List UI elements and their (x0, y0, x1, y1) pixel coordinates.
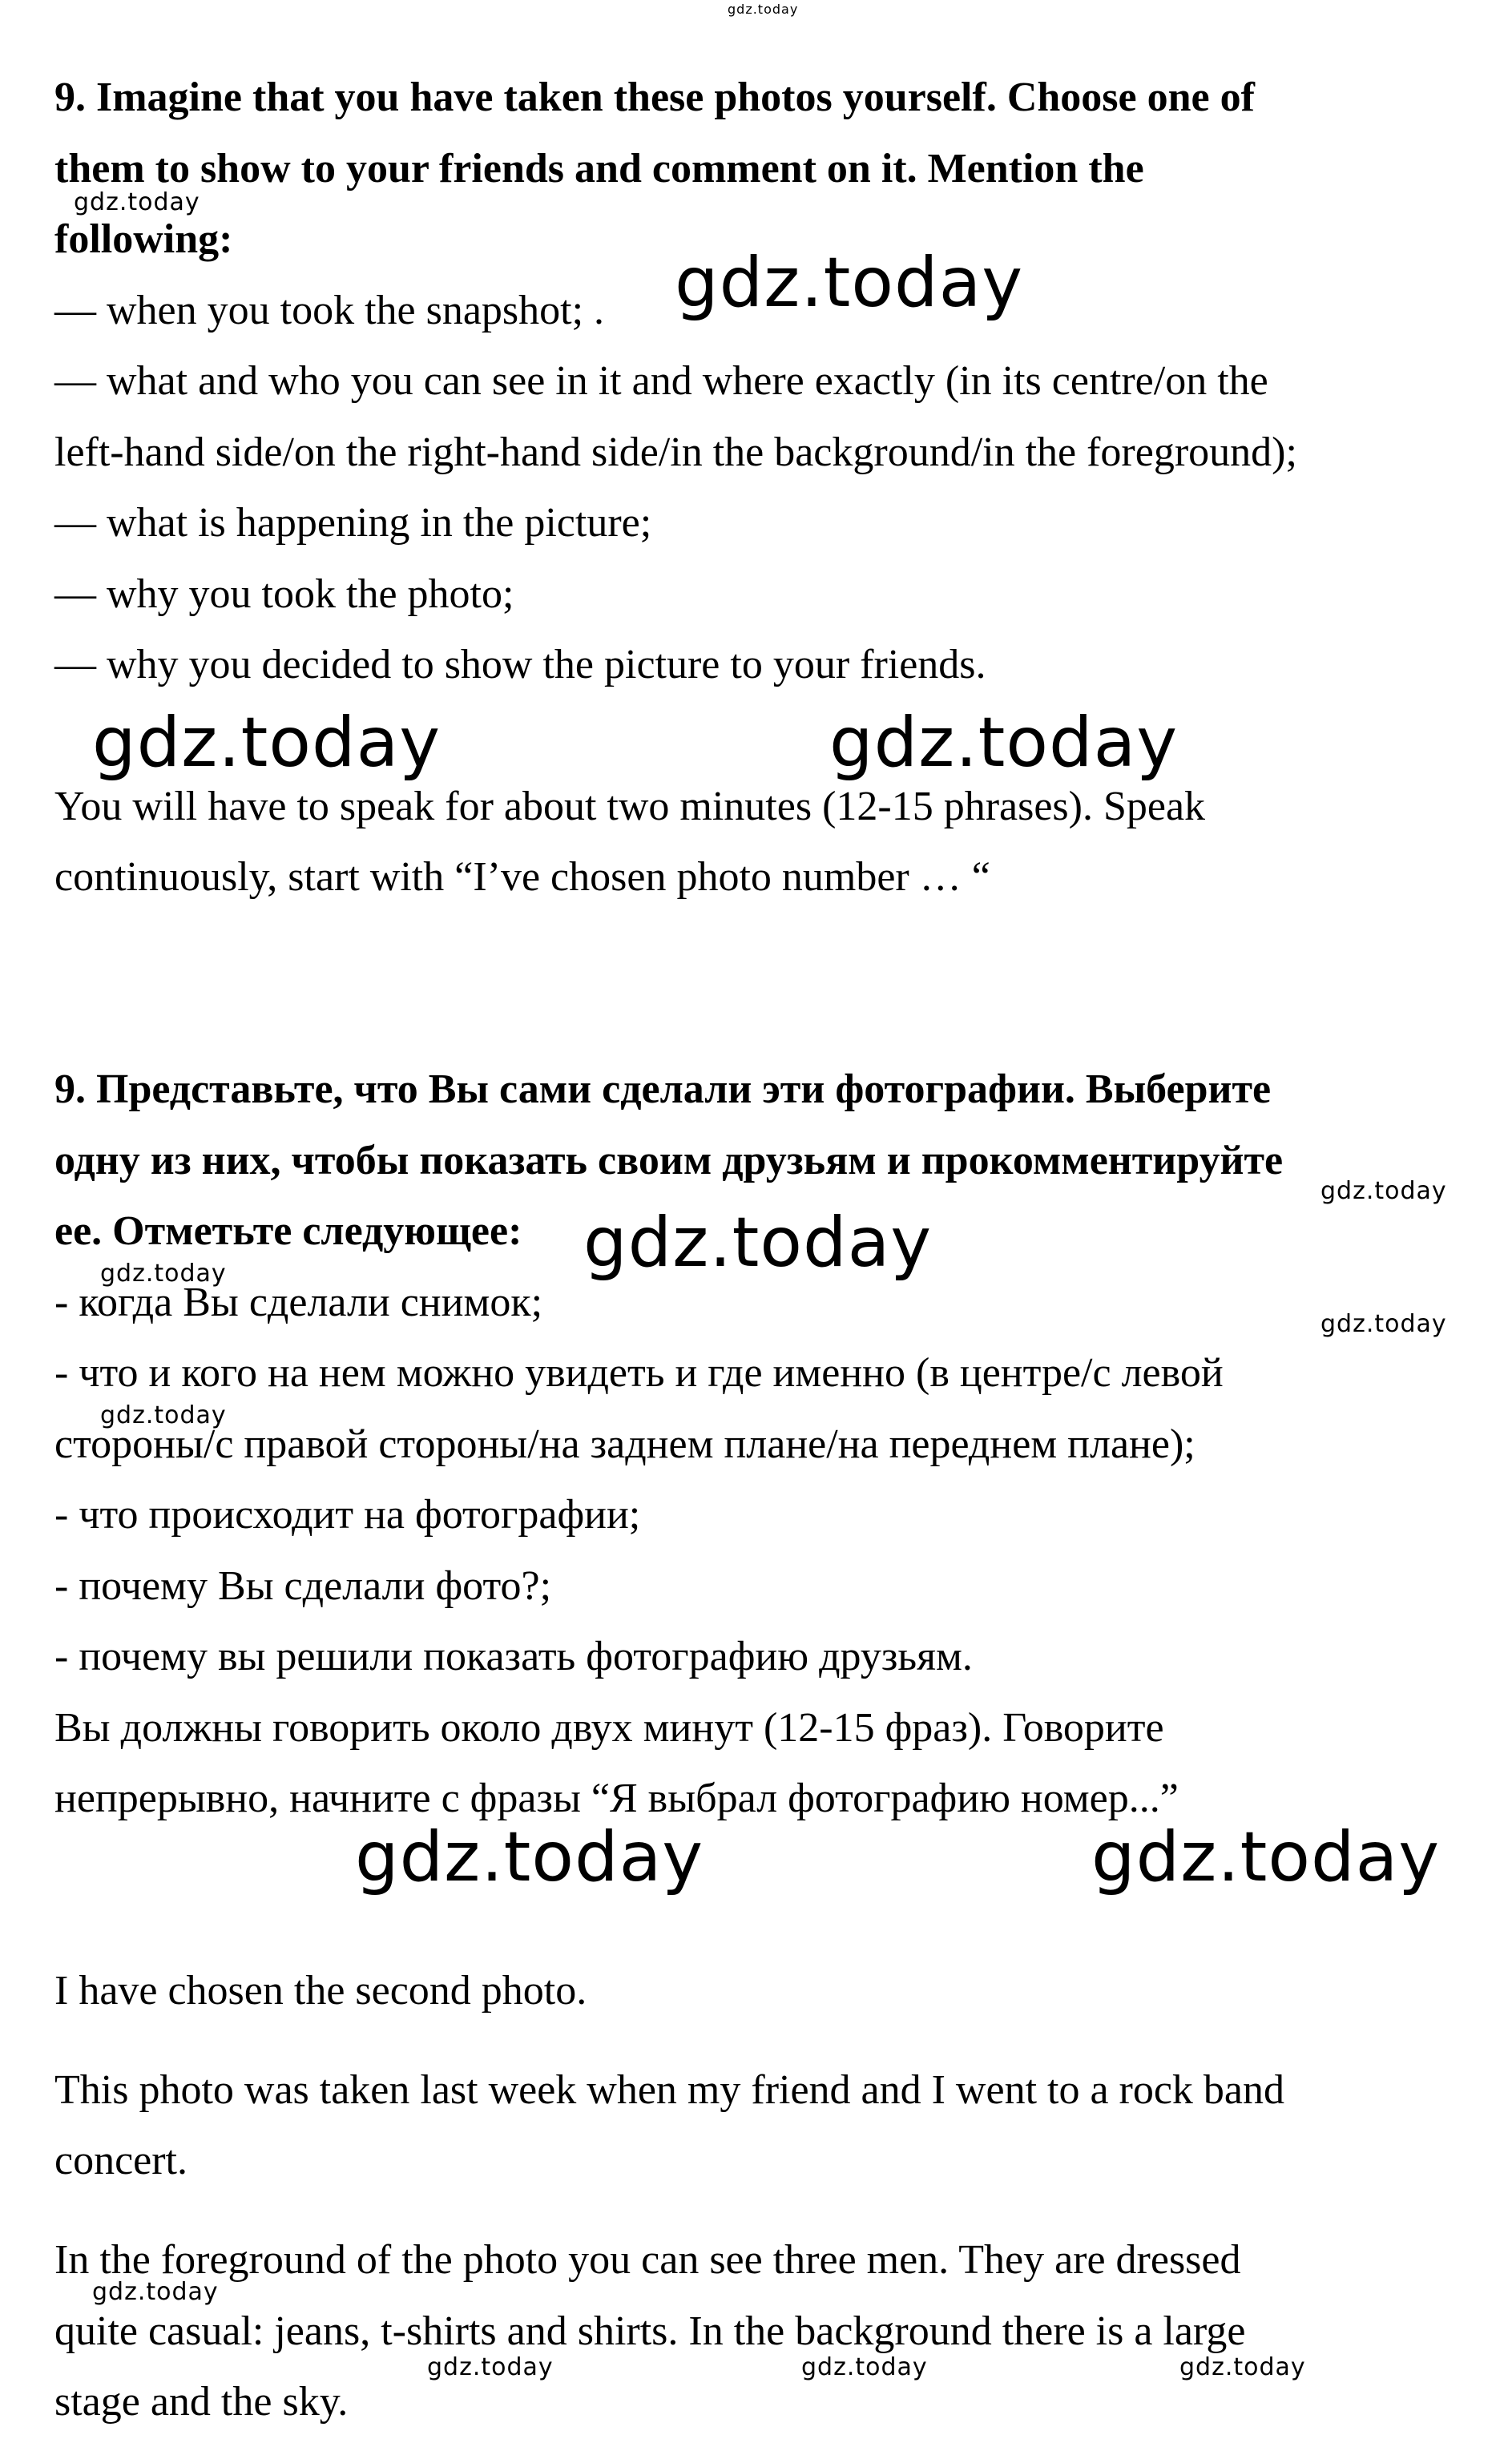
answer-paragraph-3-line-3: stage and the sky. (54, 2379, 349, 2425)
answer-paragraph-1-line-1: I have chosen the second photo. (54, 1968, 587, 2014)
watermark: gdz.today (1320, 1310, 1447, 1338)
task-instruction-en-line-1: 9. Imagine that you have taken these photos yourself. Choose one of (54, 75, 1255, 120)
task-bullet-ru-2: - что и кого на нем можно увидеть и где именно (в центре/с левой (54, 1350, 1224, 1396)
task-bullet-en-4: — why you took the photo; (54, 571, 514, 617)
task-bullet-ru-4: - почему Вы сделали фото?; (54, 1563, 552, 1609)
task-note-en-line-2: continuously, start with “I’ve chosen photo number … “ (54, 854, 990, 900)
answer-paragraph-3-line-2: quite casual: jeans, t-shirts and shirts. In the background there is a large (54, 2308, 1246, 2354)
watermark: gdz.today (74, 188, 200, 216)
task-bullet-en-3: — what is happening in the picture; (54, 500, 652, 546)
watermark: gdz.today (1320, 1177, 1447, 1205)
task-instruction-en-line-2: them to show to your friends and comment on it. Mention the (54, 146, 1144, 191)
watermark: gdz.today (92, 2278, 219, 2306)
watermark: gdz.today (583, 1203, 933, 1283)
task-bullet-ru-2-cont: стороны/с правой стороны/на заднем плане/на переднем плане); (54, 1421, 1195, 1467)
task-instruction-en-line-3: following: (54, 216, 233, 262)
watermark: gdz.today (100, 1401, 227, 1429)
watermark: gdz.today (728, 2, 799, 17)
task-note-ru-line-1: Вы должны говорить около двух минут (12-15 фраз). Говорите (54, 1705, 1164, 1751)
task-bullet-en-2-cont: left-hand side/on the right-hand side/in the background/in the foreground); (54, 429, 1297, 475)
task-note-en-line-1: You will have to speak for about two minutes (12-15 phrases). Speak (54, 784, 1206, 829)
watermark: gdz.today (1179, 2353, 1306, 2381)
task-instruction-ru-line-3: ее. Отметьте следующее: (54, 1208, 522, 1254)
watermark: gdz.today (675, 243, 1024, 323)
answer-paragraph-3-line-1: In the foreground of the photo you can see three men. They are dressed (54, 2237, 1241, 2283)
task-note-ru-line-2: непрерывно, начните с фразы “Я выбрал фотографию номер...” (54, 1776, 1179, 1821)
watermark: gdz.today (355, 1817, 704, 1897)
task-bullet-ru-3: - что происходит на фотографии; (54, 1492, 641, 1538)
watermark: gdz.today (829, 703, 1179, 783)
watermark: gdz.today (801, 2353, 928, 2381)
task-bullet-ru-1: - когда Вы сделали снимок; (54, 1280, 543, 1325)
task-bullet-ru-5: - почему вы решили показать фотографию друзьям. (54, 1634, 973, 1679)
answer-paragraph-2-line-1: This photo was taken last week when my friend and I went to a rock band (54, 2067, 1285, 2113)
watermark: gdz.today (92, 703, 442, 783)
answer-paragraph-2-line-2: concert. (54, 2138, 188, 2183)
task-bullet-en-5: — why you decided to show the picture to your friends. (54, 642, 986, 687)
watermark: gdz.today (1091, 1817, 1441, 1897)
task-bullet-en-2: — what and who you can see in it and where exactly (in its centre/on the (54, 358, 1268, 404)
task-instruction-ru-line-2: одну из них, чтобы показать своим друзьям и прокомментируйте (54, 1138, 1284, 1183)
watermark: gdz.today (100, 1260, 227, 1288)
task-bullet-en-1: — when you took the snapshot; . (54, 288, 605, 333)
task-instruction-ru-line-1: 9. Представьте, что Вы сами сделали эти фотографии. Выберите (54, 1066, 1272, 1112)
watermark: gdz.today (427, 2353, 554, 2381)
